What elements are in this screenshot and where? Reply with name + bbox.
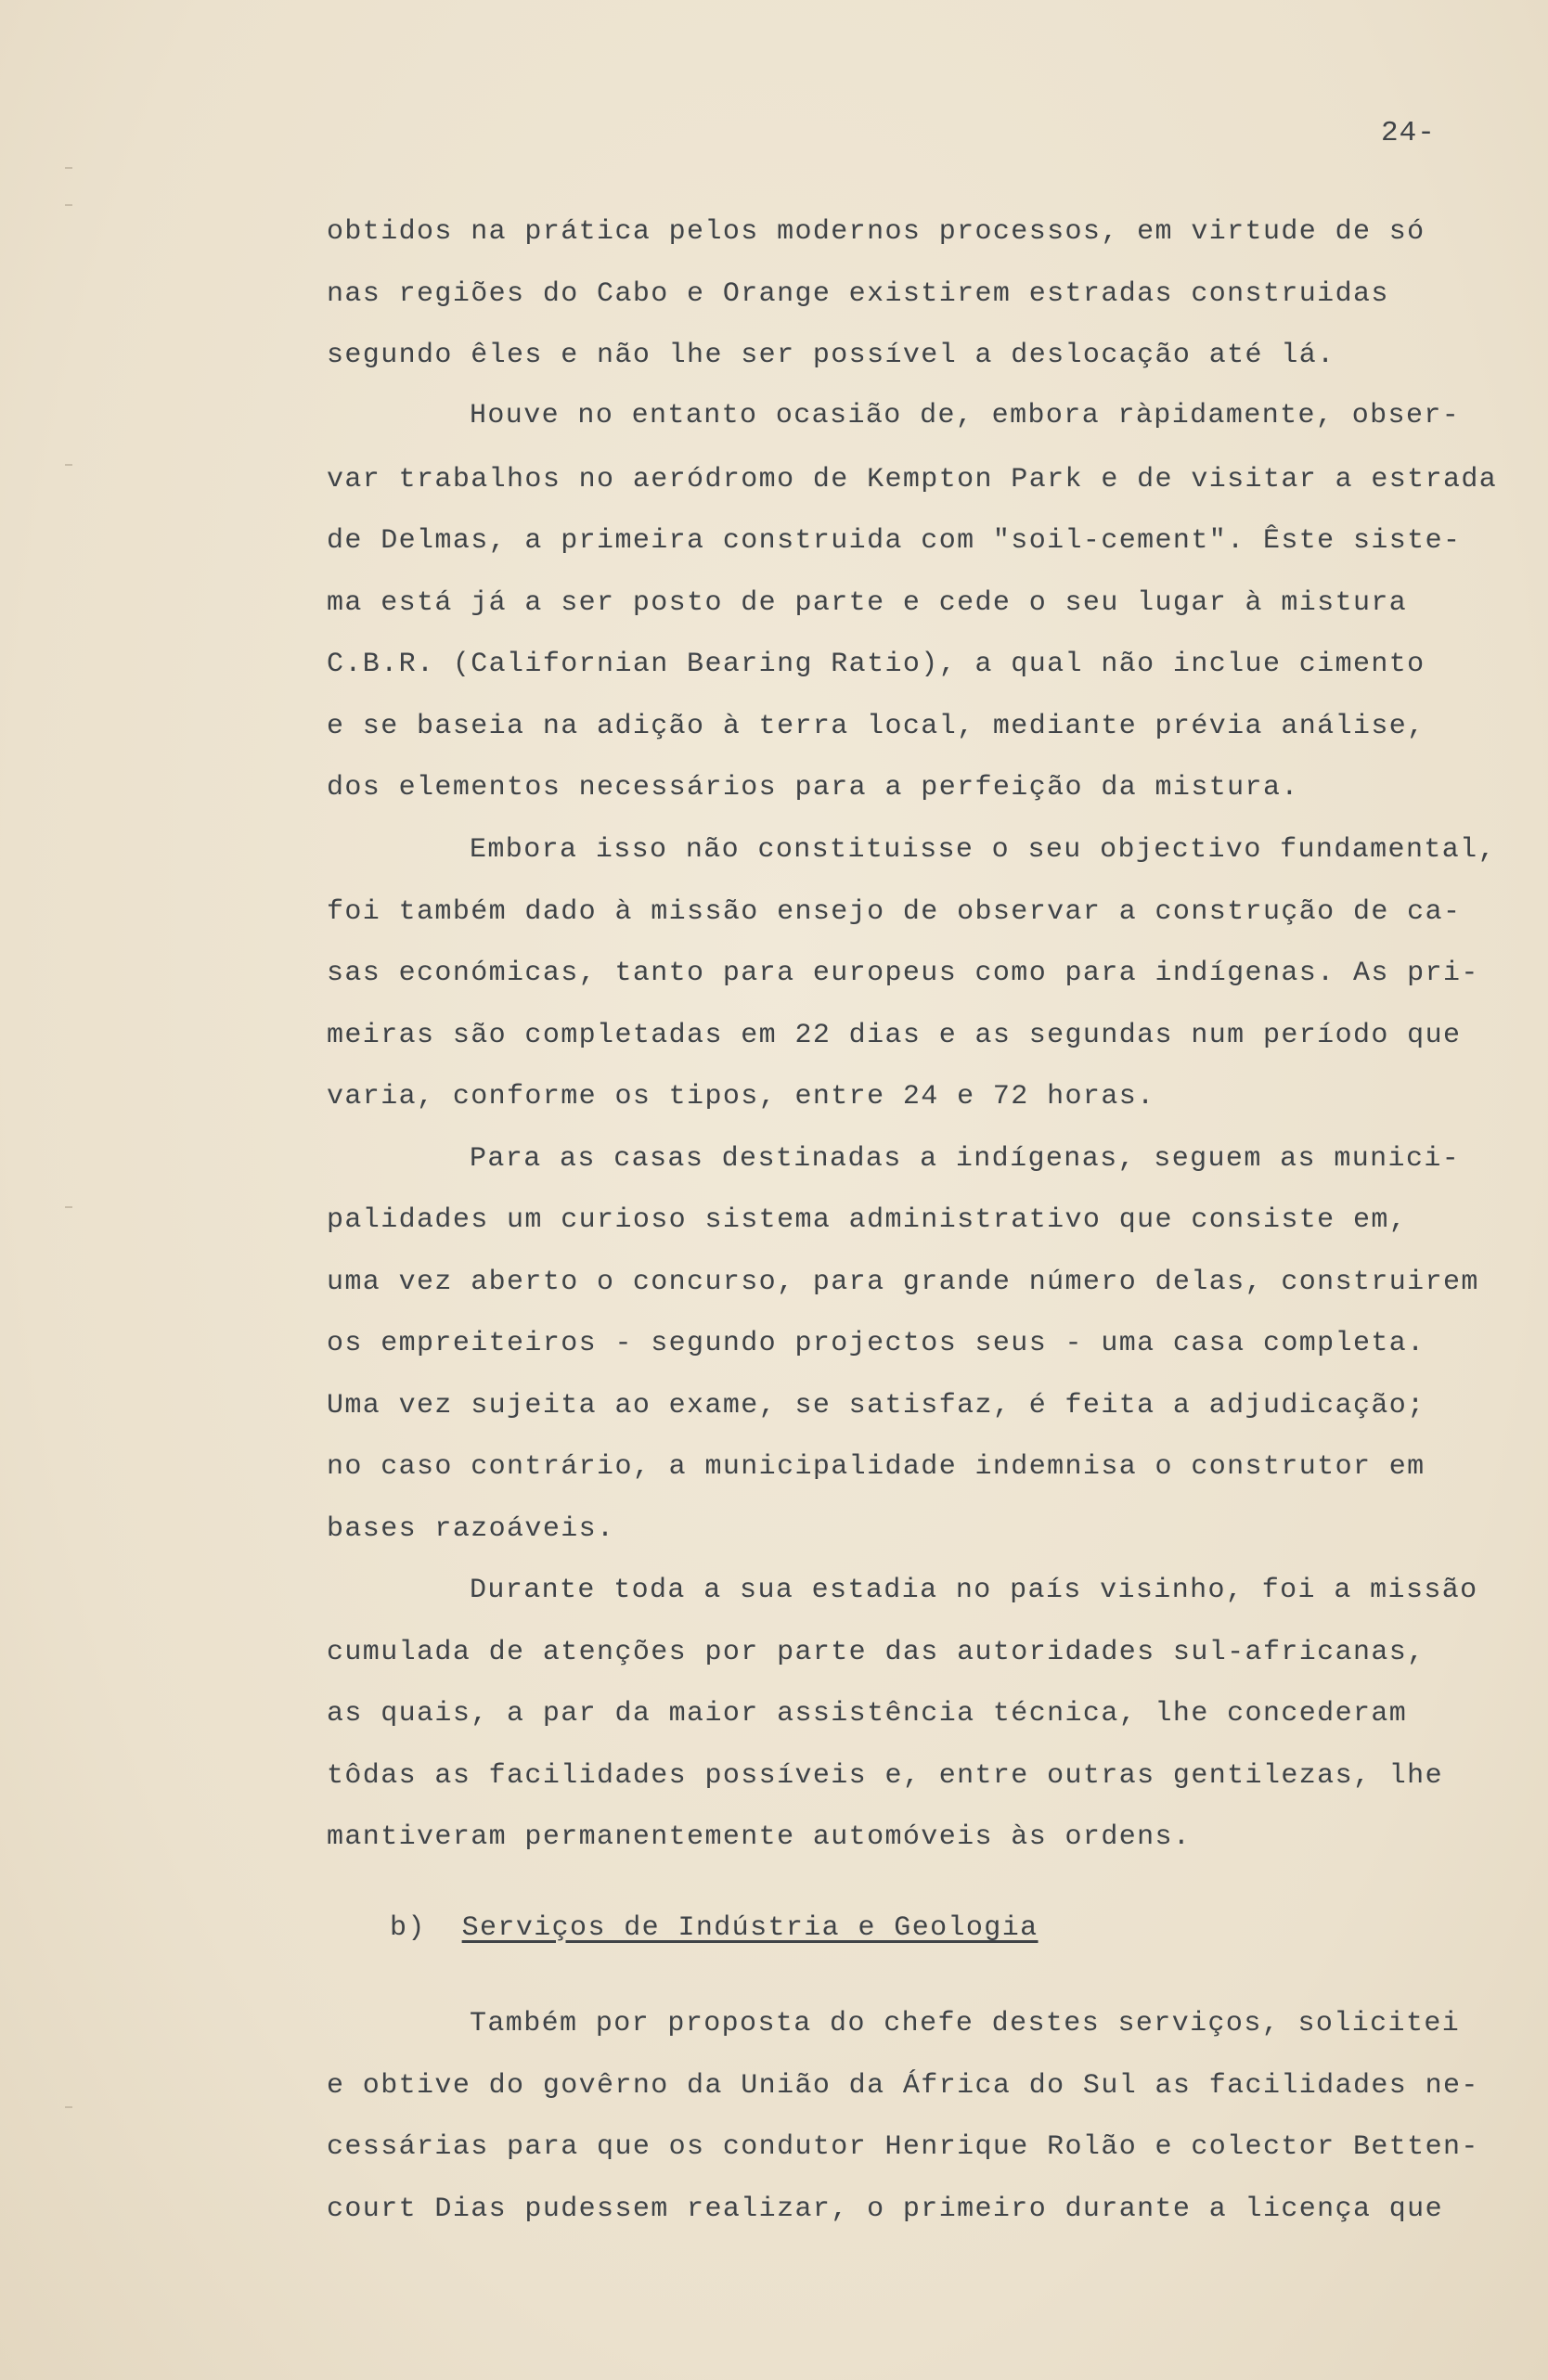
binding-marks [65, 167, 102, 2208]
text-line: tôdas as facilidades possíveis e, entre outras gentilezas, lhe [327, 1760, 1443, 1792]
section-title: Serviços de Indústria e Geologia [461, 1912, 1038, 1944]
binding-mark [65, 464, 72, 466]
binding-mark [65, 204, 72, 206]
text-line: obtidos na prática pelos modernos processos, em virtude de só [327, 216, 1425, 248]
text-line: Também por proposta do chefe destes serviços, solicitei [470, 2008, 1461, 2039]
text-line: foi também dado à missão ensejo de observar a construção de ca- [327, 896, 1462, 928]
text-line: os empreiteiros - segundo projectos seus - uma casa completa. [327, 1328, 1425, 1359]
text-line: dos elementos necessários para a perfeição da mistura. [327, 772, 1299, 804]
section-marker: b) [390, 1912, 426, 1944]
text-line: var trabalhos no aeródromo de Kempton Park e de visitar a estrada [327, 464, 1498, 495]
text-line: court Dias pudessem realizar, o primeiro durante a licença que [327, 2193, 1443, 2225]
text-line: Durante toda a sua estadia no país visinho, foi a missão [470, 1575, 1478, 1606]
binding-mark [65, 167, 72, 169]
text-line: e se baseia na adição à terra local, mediante prévia análise, [327, 711, 1425, 742]
text-line: no caso contrário, a municipalidade indemnisa o construtor em [327, 1451, 1425, 1483]
text-line: nas regiões do Cabo e Orange existirem estradas construidas [327, 278, 1389, 310]
text-line: cessárias para que os condutor Henrique Rolão e colector Betten- [327, 2131, 1479, 2163]
text-line: palidades um curioso sistema administrativo que consiste em, [327, 1204, 1408, 1236]
section-heading [390, 1910, 1038, 1947]
binding-mark [65, 2106, 72, 2108]
text-line: segundo êles e não lhe ser possível a deslocação até lá. [327, 340, 1335, 371]
text-line: meiras são completadas em 22 dias e as segundas num período que [327, 1020, 1462, 1051]
text-line: de Delmas, a primeira construida com "soil-cement". Êste siste- [327, 525, 1462, 557]
text-line: Embora isso não constituisse o seu objectivo fundamental, [470, 834, 1496, 866]
text-line: cumulada de atenções por parte das autoridades sul-africanas, [327, 1637, 1425, 1668]
text-line: uma vez aberto o concurso, para grande número delas, construirem [327, 1267, 1479, 1298]
text-line: Para as casas destinadas a indígenas, seguem as munici- [470, 1143, 1461, 1175]
text-line: Houve no entanto ocasião de, embora ràpidamente, obser- [470, 400, 1461, 431]
binding-mark [65, 1206, 72, 1208]
text-line: bases razoáveis. [327, 1513, 615, 1545]
text-line: mantiveram permanentemente automóveis às ordens. [327, 1821, 1192, 1853]
text-line: ma está já a ser posto de parte e cede o seu lugar à mistura [327, 587, 1408, 619]
text-line: Uma vez sujeita ao exame, se satisfaz, é feita a adjudicação; [327, 1390, 1425, 1422]
text-line: C.B.R. (Californian Bearing Ratio), a qual não inclue cimento [327, 649, 1425, 680]
text-line: varia, conforme os tipos, entre 24 e 72 horas. [327, 1081, 1155, 1113]
text-line: sas económicas, tanto para europeus como para indígenas. As pri- [327, 958, 1479, 989]
page-number: 24- [1381, 117, 1436, 149]
text-line: as quais, a par da maior assistência técnica, lhe concederam [327, 1698, 1408, 1730]
text-line: e obtive do govêrno da União da África do Sul as facilidades ne- [327, 2070, 1479, 2102]
